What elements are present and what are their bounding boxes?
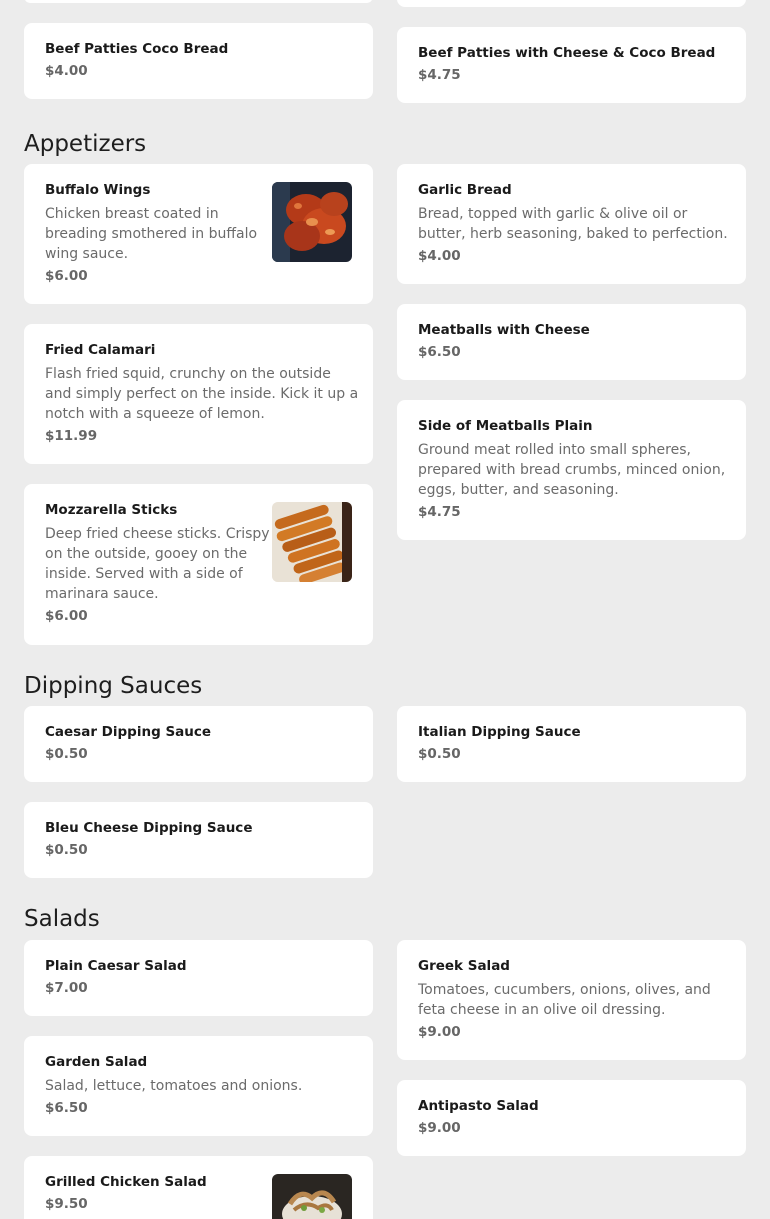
menu-item-card[interactable]: [24, 324, 373, 464]
menu-item-card[interactable]: [24, 706, 373, 782]
item-name: Beef Patties with Cheese & Coco Bread: [418, 45, 716, 61]
menu-item-card[interactable]: [24, 23, 373, 99]
section-heading-appetizers: Appetizers: [24, 131, 147, 157]
menu-item-card[interactable]: [397, 164, 746, 284]
menu-item-card[interactable]: [397, 940, 746, 1060]
menu-item-card[interactable]: [24, 802, 373, 878]
item-price: $0.50: [418, 746, 461, 762]
item-name: Side of Meatballs Plain: [418, 418, 593, 434]
item-name: Fried Calamari: [45, 342, 156, 358]
item-price: $6.00: [45, 608, 88, 624]
item-name: Plain Caesar Salad: [45, 958, 187, 974]
menu-item-card[interactable]: [397, 706, 746, 782]
item-description: Tomatoes, cucumbers, onions, olives, and feta cheese in an olive oil dressing.: [418, 982, 711, 1018]
item-description: Salad, lettuce, tomatoes and onions.: [45, 1078, 303, 1094]
item-price: $9.50: [45, 1196, 88, 1212]
item-name: Antipasto Salad: [418, 1098, 539, 1114]
section-heading-salads: Salads: [24, 906, 100, 932]
item-price: $6.00: [45, 268, 88, 284]
section-heading-dipping-sauces: Dipping Sauces: [24, 673, 203, 699]
item-name: Buffalo Wings: [45, 182, 151, 198]
item-price: $4.75: [418, 67, 461, 83]
item-description: Flash fried squid, crunchy on the outside and simply perfect on the inside. Kick it up a notch with a squeeze of lemon.: [45, 366, 359, 422]
menu-item-card[interactable]: [397, 400, 746, 540]
item-name: Garden Salad: [45, 1054, 148, 1070]
menu-item-card[interactable]: [24, 484, 373, 645]
item-name: Meatballs with Cheese: [418, 322, 590, 338]
item-price: $4.00: [418, 248, 461, 264]
item-price: $7.00: [45, 980, 88, 996]
item-price: $4.00: [45, 63, 88, 79]
item-name: Italian Dipping Sauce: [418, 724, 581, 740]
item-name: Garlic Bread: [418, 182, 512, 198]
item-name: Caesar Dipping Sauce: [45, 724, 212, 740]
menu-item-card-partial[interactable]: [397, 0, 746, 7]
menu-item-card-partial[interactable]: [24, 0, 373, 3]
item-name: Beef Patties Coco Bread: [45, 41, 229, 57]
item-price: $6.50: [45, 1100, 88, 1116]
item-name: Grilled Chicken Salad: [45, 1174, 207, 1190]
item-description: Ground meat rolled into small spheres, prepared with bread crumbs, minced onion, eggs, butter, and seasoning.: [418, 442, 726, 498]
menu-item-card[interactable]: [397, 27, 746, 103]
item-price: $0.50: [45, 842, 88, 858]
item-name: Bleu Cheese Dipping Sauce: [45, 820, 253, 836]
menu-item-card[interactable]: [24, 164, 373, 304]
menu-item-card[interactable]: [397, 304, 746, 380]
menu-item-card[interactable]: [24, 1036, 373, 1136]
menu-item-card[interactable]: [397, 1080, 746, 1156]
item-description: Bread, topped with garlic & olive oil or butter, herb seasoning, baked to perfection.: [418, 206, 728, 242]
item-name: Greek Salad: [418, 958, 510, 974]
item-name: Mozzarella Sticks: [45, 502, 178, 518]
item-price: $0.50: [45, 746, 88, 762]
item-price: $6.50: [418, 344, 461, 360]
buffalo-wings-photo: [272, 182, 352, 262]
item-description: Chicken breast coated in breading smothered in buffalo wing sauce.: [45, 206, 258, 262]
item-description: Deep fried cheese sticks. Crispy on the outside, gooey on the inside. Served with a side of marinara sauce.: [45, 526, 270, 602]
item-price: $4.75: [418, 504, 461, 520]
item-price: $9.00: [418, 1024, 461, 1040]
item-price: $11.99: [45, 428, 98, 444]
item-price: $9.00: [418, 1120, 461, 1136]
grilled-chicken-salad-photo: [272, 1174, 352, 1219]
mozzarella-sticks-photo: [272, 502, 352, 582]
menu-item-card[interactable]: [24, 940, 373, 1016]
menu-item-card[interactable]: [24, 1156, 373, 1219]
